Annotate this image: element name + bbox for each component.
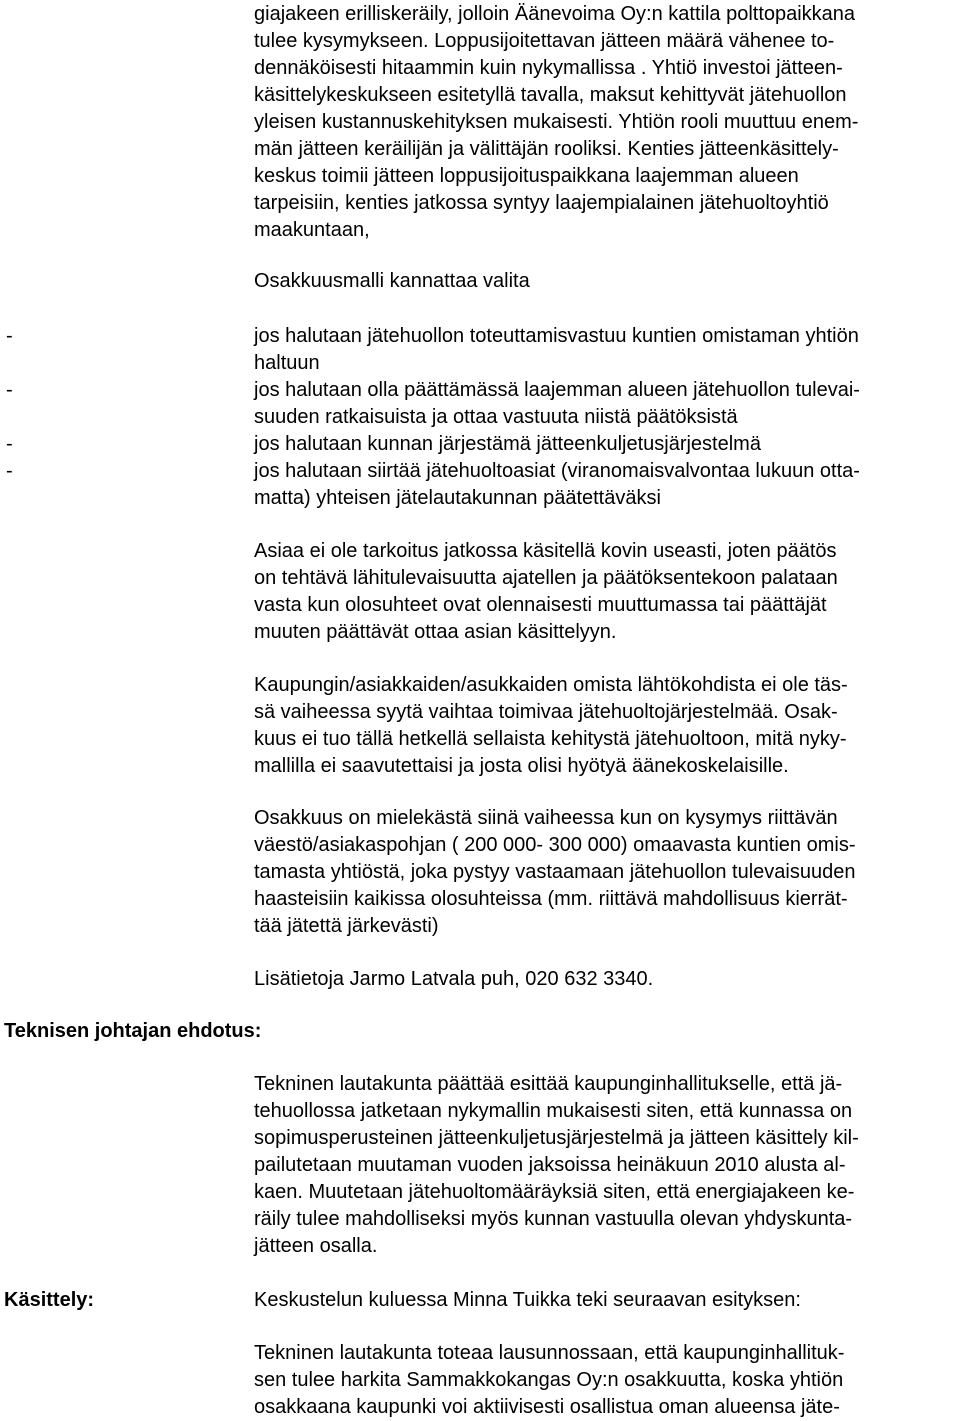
list-item	[254, 431, 954, 458]
text-line: jätteen osalla.	[254, 1235, 378, 1257]
text-line: kuus ei tuo tällä hetkellä sellaista kehitystä jätehuoltoon, mitä nyky-	[254, 728, 847, 750]
kasittely-paragraph	[254, 1340, 954, 1421]
text-line: räily tulee mahdolliseksi myös kunnan vastuulla olevan yhdyskunta-	[254, 1208, 853, 1230]
text-line: dennäköisesti hitaammin kuin nykymallissa . Yhtiö investoi jätteen-	[254, 57, 843, 79]
text-line: tehuollossa jatketaan nykymallin mukaisesti siten, että kunnassa on	[254, 1100, 853, 1122]
kaupungin-paragraph	[254, 672, 954, 780]
text-line: sopimusperusteinen jätteenkuljetusjärjestelmä ja jätteen käsittely kil-	[254, 1127, 859, 1149]
list-dash: -	[6, 325, 13, 347]
text-line: Tekninen lautakunta päättää esittää kaupunginhallitukselle, että jä-	[254, 1073, 843, 1095]
text-line: tarpeisiin, kenties jatkossa syntyy laajempialainen jätehuoltoyhtiö	[254, 192, 829, 214]
text-line: osakkaana kaupunki voi aktiivisesti osallistua oman alueensa jäte-	[254, 1396, 840, 1418]
kasittely-label: Käsittely:	[4, 1289, 95, 1311]
list-item	[254, 377, 954, 431]
text-line: sä vaiheessa syytä vaihtaa toimivaa jätehuoltojärjestelmää. Osak-	[254, 701, 838, 723]
text-line: tamasta yhtiöstä, joka pystyy vastaamaan jätehuollon tulevaisuuden	[254, 861, 856, 883]
text-line: sen tulee harkita Sammakkokangas Oy:n osakkuutta, koska yhtiön	[254, 1369, 844, 1391]
text-line: haltuun	[254, 352, 320, 374]
text-line: tulee kysymykseen. Loppusijoitettavan jätteen määrä vähenee to-	[254, 30, 835, 52]
text-line: jos halutaan olla päättämässä laajemman alueen jätehuollon tulevai-	[254, 379, 860, 401]
text-line: keskus toimii jätteen loppusijoituspaikkana laajemman alueen	[254, 165, 799, 187]
list-item	[254, 323, 954, 377]
intro-paragraph	[254, 1, 954, 244]
list-item	[254, 458, 954, 512]
text-line: Osakkuus on mielekästä siinä vaiheessa kun on kysymys riittävän	[254, 807, 838, 829]
text-line: käsittelykeskukseen esitetyllä tavalla, maksut kehittyvät jätehuollon	[254, 84, 847, 106]
text-line: Asiaa ei ole tarkoitus jatkossa käsitellä kovin useasti, joten päätös	[254, 540, 837, 562]
osakkuusmalli-heading	[254, 268, 954, 295]
text-line: Lisätietoja Jarmo Latvala puh, 020 632 3340.	[254, 968, 654, 990]
text-line: Keskustelun kuluessa Minna Tuikka teki seuraavan esityksen:	[254, 1289, 801, 1311]
text-line: män jätteen keräilijän ja välittäjän rooliksi. Kenties jätteenkäsittely-	[254, 138, 839, 160]
text-line: pailutetaan muutaman vuoden jaksoissa heinäkuun 2010 alusta al-	[254, 1154, 846, 1176]
asiaa-paragraph	[254, 538, 954, 646]
osakkuus-mielekasta-paragraph	[254, 805, 954, 940]
text-line: väestö/asiakaspohjan ( 200 000- 300 000) omaavasta kuntien omis-	[254, 834, 856, 856]
text-line: suuden ratkaisuista ja ottaa vastuuta niistä päätöksistä	[254, 406, 738, 428]
list-dash: -	[6, 433, 13, 455]
text-line: giajakeen erilliskeräily, jolloin Äänevoima Oy:n kattila polttopaikkana	[254, 3, 856, 25]
text-line: Tekninen lautakunta toteaa lausunnossaan, että kaupunginhallituk-	[254, 1342, 845, 1364]
text-line: muuten päättävät ottaa asian käsittelyyn.	[254, 621, 617, 643]
contact-info	[254, 966, 954, 993]
text-line: haasteisiin kaikissa olosuhteissa (mm. riittävä mahdollisuus kierrät-	[254, 888, 848, 910]
text-line: mallilla ei saavutettaisi ja josta olisi hyötyä äänekoskelaisille.	[254, 755, 789, 777]
text-line: kaen. Muutetaan jätehuoltomääräyksiä siten, että energiajakeen ke-	[254, 1181, 855, 1203]
text-line: Kaupungin/asiakkaiden/asukkaiden omista lähtökohdista ei ole täs-	[254, 674, 848, 696]
list-dash: -	[6, 379, 13, 401]
text-line: Osakkuusmalli kannattaa valita	[254, 270, 530, 292]
text-line: jos halutaan siirtää jätehuoltoasiat (viranomaisvalvontaa lukuun otta-	[254, 460, 860, 482]
list-dash: -	[6, 460, 13, 482]
text-line: vasta kun olosuhteet ovat olennaisesti muuttumassa tai päättäjät	[254, 594, 827, 616]
text-line: matta) yhteisen jätelautakunnan päätettäväksi	[254, 487, 661, 509]
ehdotus-paragraph	[254, 1071, 954, 1260]
text-line: on tehtävä lähitulevaisuutta ajatellen ja päätöksentekoon palataan	[254, 567, 838, 589]
ehdotus-label: Teknisen johtajan ehdotus:	[4, 1020, 262, 1042]
text-line: jos halutaan kunnan järjestämä jätteenkuljetusjärjestelmä	[254, 433, 761, 455]
text-line: maakuntaan,	[254, 219, 370, 241]
text-line: tää jätettä järkevästi)	[254, 915, 439, 937]
kasittely-intro	[254, 1287, 954, 1314]
text-line: yleisen kustannuskehityksen mukaisesti. Yhtiön rooli muuttuu enem-	[254, 111, 859, 133]
text-line: jos halutaan jätehuollon toteuttamisvastuu kuntien omistaman yhtiön	[254, 325, 859, 347]
